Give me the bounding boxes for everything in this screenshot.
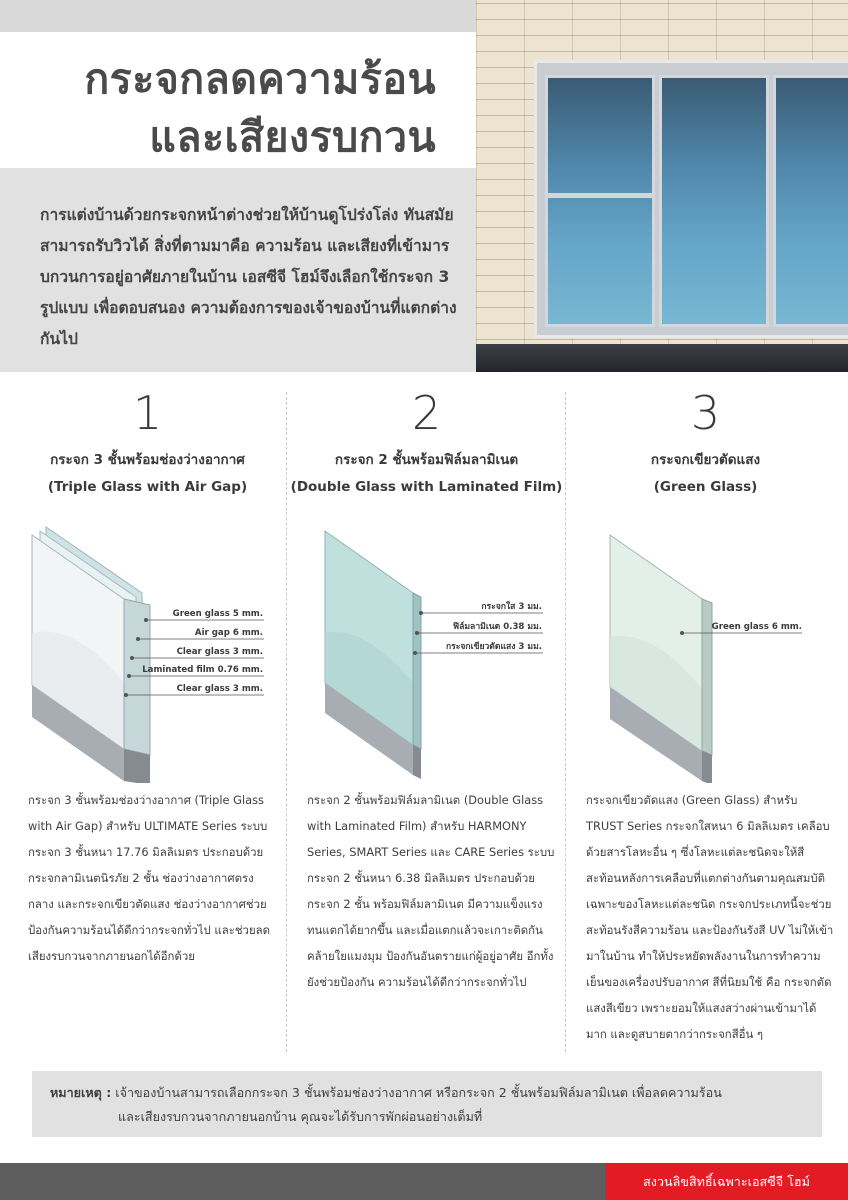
leader-dot <box>127 674 130 677</box>
footer-bar <box>0 1163 848 1200</box>
leader-dot <box>136 637 139 640</box>
note-label: หมายเหตุ : <box>50 1085 112 1100</box>
window-pane-middle <box>659 75 769 327</box>
leader-dot <box>680 631 683 634</box>
column-subtitle: (Double Glass with Laminated Film) <box>290 479 563 495</box>
frame-side <box>702 751 712 783</box>
intro-text: การแต่งบ้านด้วยกระจกหน้าต่างช่วยให้บ้านดูโปร่งโล่ง ทันสมัยสามารถรับวิวได้ สิ่งที่ตามมาคือ ความร้อน และเสียงที่เข้ามารบกวนการอยู่อาศัยภายในบ้าน เอสซีจี โฮม์จึงเลือกใช้กระจก 3 รูปแบบ เพื่อตอบสนอง ความต้องการของเจ้าของบ้านที่แตกต่างกันไป <box>40 206 457 348</box>
window-frame <box>534 60 848 338</box>
glass-edge <box>702 599 712 755</box>
window-pane-bar <box>545 193 655 198</box>
column-triple-glass <box>6 380 289 969</box>
window-pane-right <box>773 75 848 327</box>
glass-edge <box>413 593 421 749</box>
column-title: กระจก 3 ชั้นพร้อมช่องว่างอากาศ <box>50 452 245 468</box>
note-text-line2: และเสียงรบกวนจากภายนอกบ้าน คุณจะได้รับการพักผ่อนอย่างเต็มที่ <box>118 1109 483 1124</box>
layer-label: Green glass 5 mm. <box>172 609 263 619</box>
note-text-line1: เจ้าของบ้านสามารถเลือกกระจก 3 ชั้นพร้อมช่องว่างอากาศ หรือกระจก 2 ชั้นพร้อมฟิล์มลามิเนต เพื่อลดความร้อน <box>115 1085 722 1100</box>
layer-label: กระจกใส 3 มม. <box>481 602 542 612</box>
column-green-glass <box>564 380 847 1047</box>
leader-dot <box>419 611 422 614</box>
note-box <box>32 1071 822 1137</box>
layer-label: Clear glass 3 mm. <box>176 684 263 694</box>
page-title <box>84 50 436 166</box>
header-top-band <box>0 0 476 32</box>
double-glass-illustration <box>285 513 568 783</box>
title-box <box>0 32 476 168</box>
column-title: กระจก 2 ชั้นพร้อมฟิล์มลามิเนต <box>334 452 519 468</box>
double-glass-diagram <box>285 513 568 783</box>
layer-label: Green glass 6 mm. <box>711 622 802 632</box>
note-line1 <box>50 1081 808 1105</box>
intro-box <box>0 168 476 372</box>
green-glass-diagram <box>564 513 847 783</box>
layer-label: Clear glass 3 mm. <box>176 647 263 657</box>
column-number: 2 <box>411 386 442 440</box>
triple-glass-illustration <box>6 513 289 783</box>
window-photo-ground <box>476 344 848 372</box>
leader-dot <box>413 651 416 654</box>
layer-label: กระจกเขียวตัดแสง 3 มม. <box>445 642 542 652</box>
leader-dot <box>415 631 418 634</box>
window-pane-left <box>545 75 655 327</box>
column-title: กระจกเขียวตัดแสง <box>650 452 761 468</box>
page-title-line2: และเสียงรบกวน <box>149 113 436 161</box>
footer-copyright: สงวนลิขสิทธิ์เฉพาะเอสซีจี โฮม์ <box>605 1163 848 1200</box>
column-subtitle: (Green Glass) <box>653 479 758 495</box>
column-double-glass <box>285 380 568 995</box>
green-glass-illustration <box>564 513 847 783</box>
column-description: กระจกเขียวตัดแสง (Green Glass) สำหรับ TRUST Series กระจกใสหนา 6 มิลลิเมตร เคลือบด้วยสารโลหะอื่น ๆ ซึ่งโลหะแต่ละชนิดจะให้สีสะท้อนหลังการเคลือบที่แตกต่างกันตามคุณสมบัติเฉพาะของโลหะแต่ละชนิด กระจกประเภทนี้จะช่วยสะท้อนรังสีความร้อน และป้องกันรังสี UV ไม่ให้เข้ามาในบ้าน ทำให้ประหยัดพลังงานในการทำความเย็นของเครื่องปรับอากาศ สีที่นิยมใช้ คือ กระจกตัดแสงสีเขียว เพราะยอมให้แสงสว่างผ่านเข้ามาได้มาก และดูสบายตากว่ากระจกสีอื่น ๆ <box>586 793 834 1041</box>
leader-dot <box>144 618 147 621</box>
column-description: กระจก 3 ชั้นพร้อมช่องว่างอากาศ (Triple Glass with Air Gap) สำหรับ ULTIMATE Series ระบบกระจก 3 ชั้นหนา 17.76 มิลลิเมตร ประกอบด้วยกระจกลามิเนตนิรภัย 2 ชั้น ช่องว่างอากาศตรงกลาง และกระจกเขียวตัดแสง ช่องว่างอากาศช่วยป้องกันความร้อนได้ดีกว่ากระจกทั่วไป และช่วยลดเสียงรบกวนจากภายนอกได้อีกด้วย <box>28 793 271 963</box>
window-photo <box>476 0 848 372</box>
column-description: กระจก 2 ชั้นพร้อมฟิล์มลามิเนต (Double Glass with Laminated Film) สำหรับ HARMONY Series, SMART Series และ CARE Series ระบบกระจก 2 ชั้นหนา 6.38 มิลลิเมตร ประกอบด้วยกระจก 2 ชั้น พร้อมฟิล์มลามิเนต มีความแข็งแรงทนแตกได้ยากขึ้น และเมื่อแตกแล้วจะเกาะติดกันคล้ายใยแมงมุม ป้องกันอันตรายแก่ผู้อยู่อาศัย อีกทั้งยังช่วยป้องกัน ความร้อนได้ดีกว่ากระจกทั่วไป <box>307 793 555 989</box>
triple-glass-diagram <box>6 513 289 783</box>
page-title-line1: กระจกลดความร้อน <box>84 55 436 103</box>
column-subtitle: (Triple Glass with Air Gap) <box>47 479 248 495</box>
leader-dot <box>124 693 127 696</box>
column-number: 3 <box>690 386 721 440</box>
layer-label: Laminated film 0.76 mm. <box>142 665 263 675</box>
leader-dot <box>130 656 133 659</box>
frame-side <box>413 745 421 779</box>
layer-label: Air gap 6 mm. <box>194 628 263 638</box>
layer-label: ฟิล์มลามิเนต 0.38 มม. <box>453 622 542 632</box>
column-number: 1 <box>132 386 163 440</box>
